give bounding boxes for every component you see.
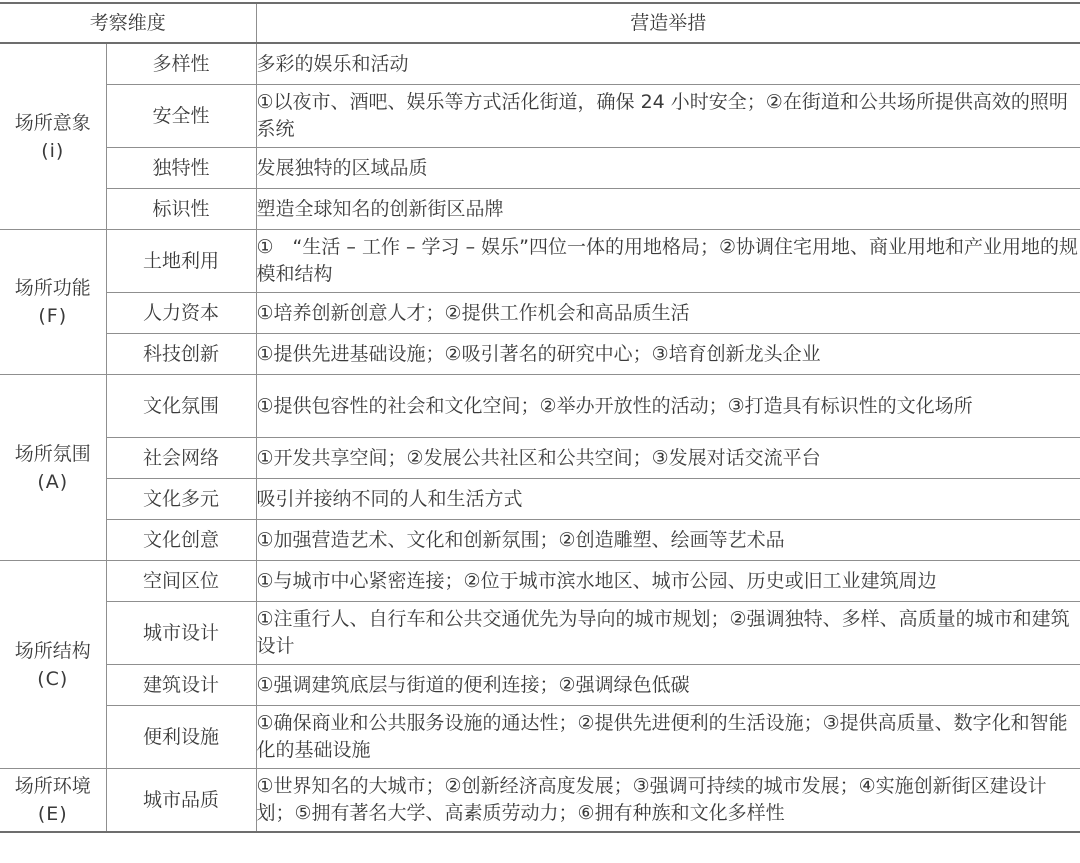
table-row bbox=[0, 665, 1080, 706]
dimension-cell bbox=[0, 375, 106, 561]
measure-text: ①世界知名的大城市；②创新经济高度发展；③强调可持续的城市发展；④实施创新街区建设计划；⑤拥有著名大学、高素质劳动力；⑥拥有种族和文化多样性 bbox=[256, 769, 1080, 833]
measure-text: 塑造全球知名的创新街区品牌 bbox=[256, 189, 1080, 230]
measure-text: ①提供包容性的社会和文化空间；②举办开放性的活动；③打造具有标识性的文化场所 bbox=[256, 375, 1080, 438]
dimension-name: 场所氛围 bbox=[14, 442, 91, 465]
dimension-cell bbox=[0, 230, 106, 375]
sub-dimension: 标识性 bbox=[106, 189, 256, 230]
table-row bbox=[0, 706, 1080, 769]
sub-dimension: 人力资本 bbox=[106, 293, 256, 334]
sub-dimension: 城市品质 bbox=[106, 769, 256, 833]
measure-text: ①提供先进基础设施；②吸引著名的研究中心；③培育创新龙头企业 bbox=[256, 334, 1080, 375]
sub-dimension: 文化多元 bbox=[106, 479, 256, 520]
dimension-name: 场所功能 bbox=[14, 277, 91, 299]
dimension-cell bbox=[0, 561, 106, 769]
dimension-code: (A) bbox=[37, 470, 69, 493]
dimension-name: 场所环境 bbox=[14, 775, 91, 797]
dimension-cell bbox=[0, 769, 106, 833]
header-row bbox=[0, 3, 1080, 43]
measure-text: ① “生活 – 工作 – 学习 – 娱乐”四位一体的用地格局；②协调住宅用地、商业用地和产业用地的规模和结构 bbox=[256, 230, 1080, 293]
measure-text: ①注重行人、自行车和公共交通优先为导向的城市规划；②强调独特、多样、高质量的城市和建筑设计 bbox=[256, 602, 1080, 665]
measure-text: ①以夜市、酒吧、娱乐等方式活化街道，确保 24 小时安全；②在街道和公共场所提供高效的照明系统 bbox=[256, 85, 1080, 148]
sub-dimension: 土地利用 bbox=[106, 230, 256, 293]
table-row bbox=[0, 602, 1080, 665]
measure-text: ①开发共享空间；②发展公共社区和公共空间；③发展对话交流平台 bbox=[256, 438, 1080, 479]
table-row bbox=[0, 189, 1080, 230]
table-row bbox=[0, 769, 1080, 833]
sub-dimension: 建筑设计 bbox=[106, 665, 256, 706]
table-row bbox=[0, 148, 1080, 189]
sub-dimension: 文化氛围 bbox=[106, 375, 256, 438]
header-dimension: 考察维度 bbox=[0, 3, 256, 43]
table-row bbox=[0, 561, 1080, 602]
dimension-code: (i) bbox=[41, 139, 65, 162]
dimension-code: (F) bbox=[38, 305, 68, 327]
dimension-code: (C) bbox=[37, 667, 69, 690]
dimension-code: (E) bbox=[37, 803, 68, 825]
sub-dimension: 独特性 bbox=[106, 148, 256, 189]
measure-text: ①加强营造艺术、文化和创新氛围；②创造雕塑、绘画等艺术品 bbox=[256, 520, 1080, 561]
sub-dimension: 城市设计 bbox=[106, 602, 256, 665]
table-row bbox=[0, 334, 1080, 375]
dimension-name: 场所意象 bbox=[14, 111, 91, 134]
sub-dimension: 多样性 bbox=[106, 43, 256, 85]
table-row bbox=[0, 520, 1080, 561]
dimension-cell bbox=[0, 43, 106, 230]
sub-dimension: 便利设施 bbox=[106, 706, 256, 769]
dimension-name: 场所结构 bbox=[14, 639, 91, 662]
sub-dimension: 科技创新 bbox=[106, 334, 256, 375]
measure-text: 吸引并接纳不同的人和生活方式 bbox=[256, 479, 1080, 520]
measures-table bbox=[0, 2, 1080, 833]
measure-text: ①强调建筑底层与街道的便利连接；②强调绿色低碳 bbox=[256, 665, 1080, 706]
sub-dimension: 安全性 bbox=[106, 85, 256, 148]
table-row bbox=[0, 230, 1080, 293]
table-row bbox=[0, 85, 1080, 148]
sub-dimension: 空间区位 bbox=[106, 561, 256, 602]
measure-text: ①确保商业和公共服务设施的通达性；②提供先进便利的生活设施；③提供高质量、数字化和智能化的基础设施 bbox=[256, 706, 1080, 769]
table-row bbox=[0, 438, 1080, 479]
sub-dimension: 文化创意 bbox=[106, 520, 256, 561]
table-row bbox=[0, 293, 1080, 334]
measure-text: 多彩的娱乐和活动 bbox=[256, 43, 1080, 85]
table-row bbox=[0, 479, 1080, 520]
sub-dimension: 社会网络 bbox=[106, 438, 256, 479]
table-row bbox=[0, 43, 1080, 85]
measure-text: ①与城市中心紧密连接；②位于城市滨水地区、城市公园、历史或旧工业建筑周边 bbox=[256, 561, 1080, 602]
measure-text: 发展独特的区域品质 bbox=[256, 148, 1080, 189]
measure-text: ①培养创新创意人才；②提供工作机会和高品质生活 bbox=[256, 293, 1080, 334]
header-measures: 营造举措 bbox=[256, 3, 1080, 43]
table-row bbox=[0, 375, 1080, 438]
